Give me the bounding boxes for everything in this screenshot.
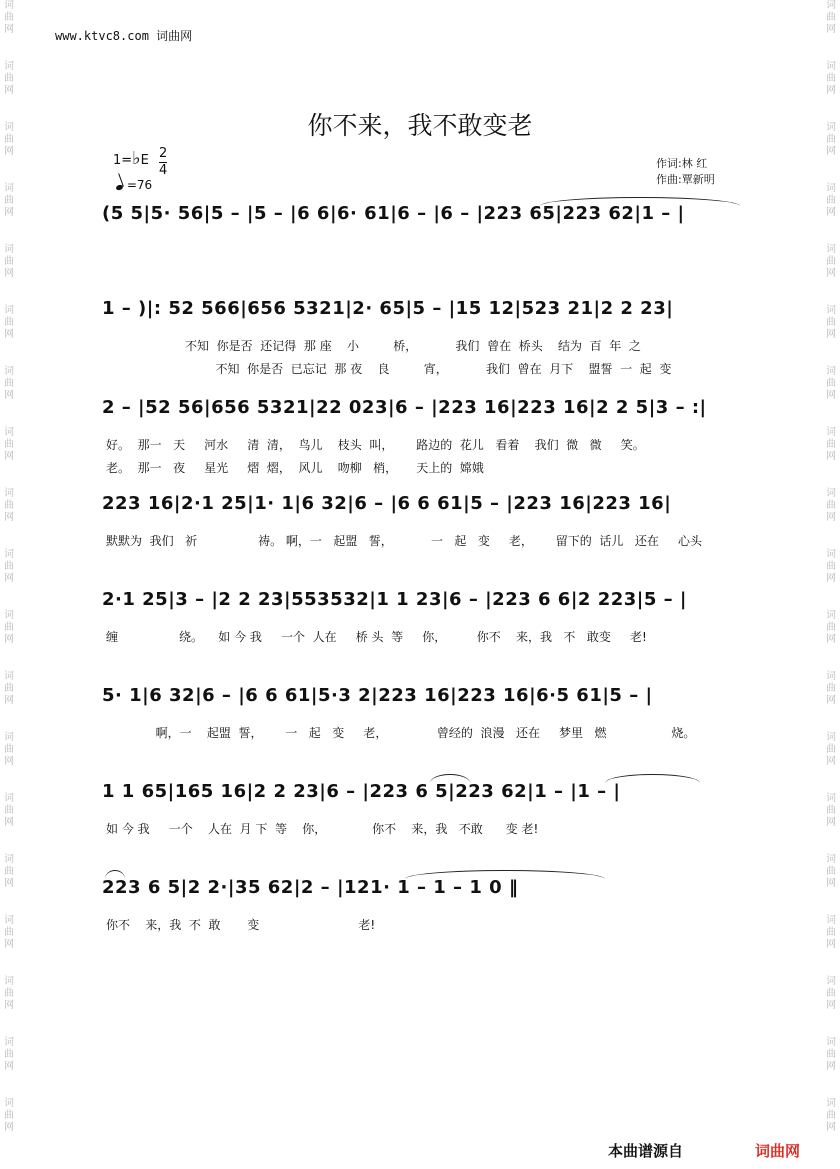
watermark-mark: 词 曲 网 — [4, 854, 14, 889]
slur-arc — [540, 197, 740, 206]
composer-credit: 作曲:覃新明 — [656, 173, 715, 186]
watermark-mark: 词 曲 网 — [4, 1037, 14, 1072]
site-url[interactable] — [55, 27, 192, 44]
slur-arc — [105, 870, 125, 879]
key-signature — [113, 148, 149, 169]
notation-row: 5· 1|6 32|6 – |6 6 61|5·3 2|223 16|223 16|6·5 61|5 – | — [102, 685, 653, 706]
watermark-mark: 词 曲 网 — [4, 488, 14, 523]
meter-bottom: 4 — [159, 163, 168, 178]
lyric-line: 好。 那一 天 河水 清 清， 鸟儿 枝头 叫， 路边的 花儿 看着 我们 微 微 笑。 — [106, 438, 645, 452]
lyricist-credit: 作词:林 红 — [656, 157, 708, 170]
watermark-mark: 词 曲 网 — [826, 427, 836, 462]
watermark-mark: 词 曲 网 — [4, 305, 14, 340]
watermark-mark: 词 曲 网 — [4, 610, 14, 645]
watermark-mark: 词 曲 网 — [826, 122, 836, 157]
watermark-mark: 词 曲 网 — [826, 305, 836, 340]
watermark-mark: 词 曲 网 — [826, 854, 836, 889]
notation-row: 223 16|2·1 25|1· 1|6 32|6 – |6 6 61|5 – |223 16|223 16| — [102, 493, 672, 514]
tempo-marking — [116, 178, 152, 192]
watermark-mark: 词 曲 网 — [4, 183, 14, 218]
watermark-mark: 词 曲 网 — [4, 793, 14, 828]
watermark-mark: 词 曲 网 — [4, 976, 14, 1011]
watermark-mark: 词 曲 网 — [4, 549, 14, 584]
key-label: 1= — [113, 153, 133, 168]
watermark-mark: 词 曲 网 — [826, 610, 836, 645]
footer-source-label: 本曲谱源自 — [608, 1142, 684, 1160]
notation-row: 1 – )|: 52 566|656 5321|2· 65|5 – |15 12|523 21|2 2 23| — [102, 298, 674, 319]
key-note: E — [140, 153, 149, 168]
slur-arc — [405, 870, 605, 879]
meter-top: 2 — [159, 146, 168, 161]
right-watermark-strip — [824, 0, 838, 1169]
watermark-mark: 词 曲 网 — [826, 732, 836, 767]
left-watermark-strip — [2, 0, 16, 1169]
notation-row: 223 6 5|2 2·|35 62|2 – |121· 1 – 1 – 1 0 ‖ — [102, 877, 519, 898]
watermark-mark: 词 曲 网 — [4, 915, 14, 950]
watermark-mark: 词 曲 网 — [826, 488, 836, 523]
watermark-mark: 词 曲 网 — [4, 122, 14, 157]
watermark-mark: 词 曲 网 — [4, 1098, 14, 1133]
site-url-text: www.ktvc8.com — [55, 29, 149, 43]
watermark-mark: 词 曲 网 — [4, 0, 14, 35]
watermark-mark: 词 曲 网 — [826, 1037, 836, 1072]
notation-row: (5 5|5· 56|5 – |5 – |6 6|6· 61|6 – |6 – |223 65|223 62|1 – | — [102, 203, 685, 224]
watermark-mark: 词 曲 网 — [826, 1098, 836, 1133]
watermark-mark: 词 曲 网 — [826, 671, 836, 706]
watermark-mark: 词 曲 网 — [4, 732, 14, 767]
lyric-line: 老。 那一 夜 星光 熠 熠， 风儿 吻柳 梢， 天上的 嫦娥 — [106, 461, 484, 475]
lyric-line: 不知 你是否 还记得 那 座 小 桥， 我们 曾在 桥头 结为 百 年 之 — [185, 339, 641, 353]
lyric-line: 啊，一 起盟 誓， 一 起 变 老， 曾经的 浪漫 还在 梦里 燃 烧。 — [106, 726, 696, 740]
notation-row: 1 1 65|165 16|2 2 23|6 – |223 6 5|223 62|1 – |1 – | — [102, 781, 621, 802]
lyric-line: 默默为 我们 祈 祷。 啊，一 起盟 誓， 一 起 变 老， 留下的 话儿 还在 心头 — [106, 534, 702, 548]
watermark-mark: 词 曲 网 — [4, 671, 14, 706]
watermark-mark: 词 曲 网 — [826, 915, 836, 950]
watermark-mark: 词 曲 网 — [4, 366, 14, 401]
lyric-line: 你不 来，我 不 敢 变 老! — [106, 918, 376, 932]
song-title: 你不来，我不敢变老 — [307, 111, 533, 140]
watermark-mark: 词 曲 网 — [4, 244, 14, 279]
watermark-mark: 词 曲 网 — [826, 61, 836, 96]
notation-row: 2 – |52 56|656 5321|22 023|6 – |223 16|223 16|2 2 5|3 – :| — [102, 397, 707, 418]
lyric-line: 不知 你是否 已忘记 那 夜 良 宵， 我们 曾在 月下 盟誓 一 起 变 — [185, 362, 672, 376]
watermark-mark: 词 曲 网 — [826, 793, 836, 828]
watermark-mark: 词 曲 网 — [826, 976, 836, 1011]
quarter-note-icon — [115, 184, 123, 191]
notation-row: 2·1 25|3 – |2 2 23|553532|1 1 23|6 – |223 6 6|2 223|5 – | — [102, 589, 687, 610]
tempo-value: =76 — [126, 178, 153, 192]
lyric-line: 如 今 我 一个 人在 月 下 等 你， 你不 来，我 不敢 变 老! — [106, 822, 539, 836]
watermark-mark: 词 曲 网 — [4, 61, 14, 96]
watermark-mark: 词 曲 网 — [826, 549, 836, 584]
slur-arc — [605, 774, 700, 783]
watermark-mark: 词 曲 网 — [826, 183, 836, 218]
watermark-mark: 词 曲 网 — [826, 0, 836, 35]
lyric-line: 缠 绕。 如 今 我 一个 人在 桥 头 等 你， 你不 来，我 不 敢变 老! — [106, 630, 647, 644]
footer-site-name[interactable]: 词曲网 — [755, 1142, 801, 1160]
site-name: 词曲网 — [156, 29, 193, 43]
watermark-mark: 词 曲 网 — [826, 366, 836, 401]
slur-arc — [430, 774, 470, 783]
time-signature — [159, 146, 167, 179]
flat-icon: ♭ — [132, 148, 141, 169]
watermark-mark: 词 曲 网 — [4, 427, 14, 462]
watermark-mark: 词 曲 网 — [826, 244, 836, 279]
